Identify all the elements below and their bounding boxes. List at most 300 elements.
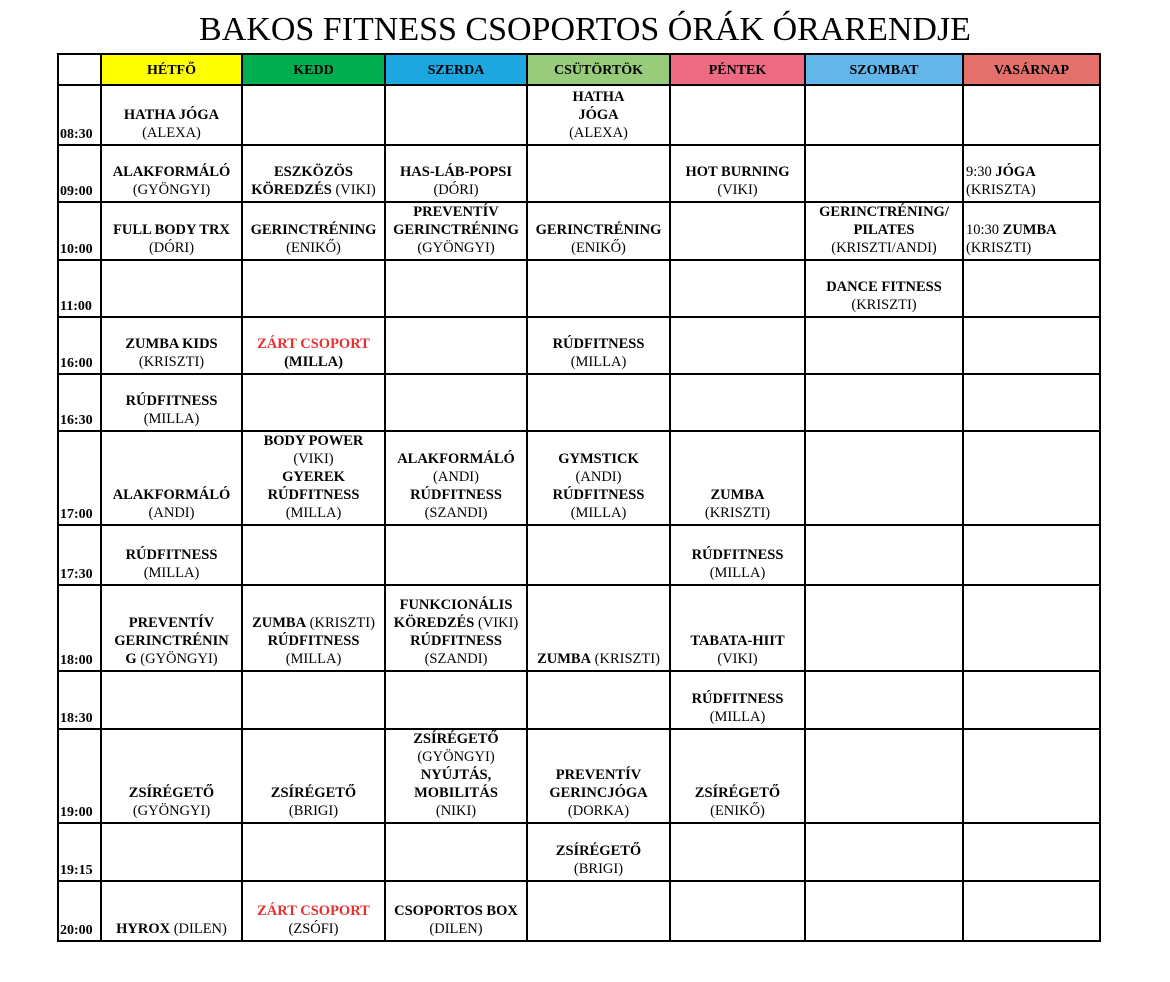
class-time-prefix: 9:30	[966, 164, 996, 180]
class-cell	[242, 85, 385, 145]
class-line	[243, 784, 384, 802]
class-text: (BRIGI)	[573, 861, 624, 877]
time-cell: 17:30	[58, 525, 101, 585]
class-cell	[963, 823, 1100, 881]
class-cell	[670, 585, 805, 671]
class-line	[102, 486, 241, 504]
class-text: GERINCTRÉNIN	[114, 633, 229, 649]
day-header-0: HÉTFŐ	[101, 54, 242, 85]
class-line	[102, 410, 241, 428]
class-text: (MILLA)	[570, 505, 627, 521]
class-cell	[101, 729, 242, 823]
class-text: RÚDFITNESS	[691, 547, 784, 563]
class-text: HATHA JÓGA	[123, 107, 220, 123]
class-cell	[242, 317, 385, 374]
day-header-4: PÉNTEK	[670, 54, 805, 85]
class-cell	[242, 431, 385, 525]
class-cell	[385, 202, 527, 260]
class-cell	[101, 881, 242, 941]
class-line	[102, 802, 241, 820]
class-text: RÚDFITNESS	[267, 633, 360, 649]
class-text: (ALEXA)	[142, 125, 201, 141]
time-cell: 09:00	[58, 145, 101, 202]
class-cell	[527, 317, 670, 374]
class-text: MOBILITÁS	[414, 785, 498, 801]
class-text: HAS-LÁB-POPSI	[400, 164, 512, 180]
class-cell	[527, 202, 670, 260]
class-line	[671, 181, 804, 199]
class-line	[806, 221, 962, 239]
class-line	[671, 163, 804, 181]
class-text: (ANDI)	[148, 505, 195, 521]
class-line	[671, 784, 804, 802]
class-text: KÖREDZÉS	[393, 615, 475, 631]
class-text: (MILLA)	[570, 354, 627, 370]
day-header-5: SZOMBAT	[805, 54, 963, 85]
class-text: PILATES	[853, 222, 915, 238]
class-line	[386, 730, 526, 748]
class-cell	[101, 671, 242, 729]
class-line	[102, 392, 241, 410]
class-cell	[242, 145, 385, 202]
class-line	[386, 920, 526, 938]
class-cell	[527, 525, 670, 585]
class-cell	[963, 431, 1100, 525]
class-line	[528, 766, 669, 784]
class-text: PREVENTÍV	[413, 204, 499, 220]
class-line	[102, 335, 241, 353]
class-time-prefix: 10:30	[966, 222, 1003, 238]
timetable-row	[58, 823, 1100, 881]
class-cell	[242, 374, 385, 431]
header-row	[58, 54, 1100, 85]
class-cell	[805, 671, 963, 729]
class-line	[528, 450, 669, 468]
class-cell	[805, 317, 963, 374]
class-text: KÖREDZÉS	[251, 182, 332, 198]
class-line	[671, 486, 804, 504]
time-cell: 08:30	[58, 85, 101, 145]
class-cell	[963, 881, 1100, 941]
class-line	[386, 163, 526, 181]
class-line	[528, 239, 669, 257]
class-cell	[385, 374, 527, 431]
class-text: (MILLA)	[709, 709, 766, 725]
class-cell	[670, 85, 805, 145]
class-line	[243, 650, 384, 668]
class-cell	[101, 374, 242, 431]
class-line	[102, 650, 241, 668]
class-text: (KRISZTI)	[851, 297, 917, 313]
class-text: ALAKFORMÁLÓ	[112, 487, 231, 503]
class-text: PREVENTÍV	[555, 767, 642, 783]
class-cell	[527, 881, 670, 941]
class-text: (ALEXA)	[569, 125, 628, 141]
class-line	[528, 504, 669, 522]
class-line	[528, 650, 669, 668]
class-text: (DILEN)	[429, 921, 483, 937]
class-text: RÚDFITNESS	[552, 487, 645, 503]
class-text: (KRISZTI)	[704, 505, 771, 521]
class-text: (DÓRI)	[433, 182, 479, 198]
class-text: (BRIGI)	[288, 803, 339, 819]
class-text: GERINCTRÉNING	[393, 222, 519, 238]
class-cell	[385, 823, 527, 881]
class-cell	[101, 317, 242, 374]
class-line	[102, 353, 241, 371]
class-line	[102, 239, 241, 257]
class-line	[386, 181, 526, 199]
class-line	[243, 920, 384, 938]
class-cell	[670, 317, 805, 374]
class-text: BODY POWER	[263, 433, 364, 449]
class-line	[528, 124, 669, 142]
class-text: (SZANDI)	[424, 651, 488, 667]
class-text: ZSÍRÉGETŐ	[128, 785, 215, 801]
class-cell	[101, 823, 242, 881]
class-line	[528, 860, 669, 878]
class-cell	[805, 202, 963, 260]
time-cell: 11:00	[58, 260, 101, 317]
class-cell	[670, 260, 805, 317]
class-cell	[963, 202, 1100, 260]
corner-cell	[58, 54, 101, 85]
class-line	[102, 504, 241, 522]
class-cell	[385, 260, 527, 317]
class-text: FULL BODY TRX	[113, 222, 230, 238]
class-text: (SZANDI)	[424, 505, 488, 521]
class-line	[102, 221, 241, 239]
class-cell	[805, 525, 963, 585]
class-cell	[963, 374, 1100, 431]
class-cell	[385, 85, 527, 145]
class-text: (DORKA)	[567, 803, 630, 819]
closed-group-label: ZÁRT CSOPORT	[257, 336, 370, 352]
class-cell	[101, 202, 242, 260]
class-cell	[242, 671, 385, 729]
class-line	[243, 450, 384, 468]
class-cell	[385, 729, 527, 823]
class-line	[386, 614, 526, 632]
class-line	[966, 181, 1099, 199]
class-cell	[670, 729, 805, 823]
class-text: PREVENTÍV	[128, 615, 215, 631]
class-line	[243, 504, 384, 522]
class-cell	[963, 85, 1100, 145]
class-cell	[670, 374, 805, 431]
class-text: NYÚJTÁS,	[420, 767, 492, 783]
class-line	[671, 546, 804, 564]
class-text: RÚDFITNESS	[410, 487, 502, 503]
class-cell	[527, 85, 670, 145]
class-line	[386, 504, 526, 522]
class-cell	[963, 729, 1100, 823]
class-text: GERINCTRÉNING	[535, 222, 662, 238]
class-line	[243, 163, 384, 181]
class-text: TABATA-HIIT	[690, 633, 785, 649]
class-cell	[805, 374, 963, 431]
class-line	[243, 486, 384, 504]
class-line	[386, 802, 526, 820]
time-cell: 18:30	[58, 671, 101, 729]
class-cell	[805, 260, 963, 317]
class-cell	[101, 585, 242, 671]
class-cell	[527, 729, 670, 823]
day-header-1: KEDD	[242, 54, 385, 85]
class-line	[102, 181, 241, 199]
class-cell	[963, 671, 1100, 729]
class-text: ESZKÖZÖS	[274, 164, 353, 180]
class-text: (MILLA)	[284, 354, 343, 370]
class-text: GYEREK	[282, 469, 345, 485]
class-line	[966, 163, 1099, 181]
class-line	[386, 203, 526, 221]
class-line	[243, 221, 384, 239]
class-text: (MILLA)	[143, 565, 200, 581]
class-text: ZSÍRÉGETŐ	[270, 785, 357, 801]
class-cell	[670, 145, 805, 202]
class-line	[528, 353, 669, 371]
class-text: ZUMBA	[537, 651, 592, 667]
timetable-row	[58, 202, 1100, 260]
class-text: CSOPORTOS BOX	[394, 903, 518, 919]
class-cell	[527, 431, 670, 525]
class-cell	[101, 260, 242, 317]
class-cell	[101, 85, 242, 145]
class-cell	[805, 145, 963, 202]
class-text: (MILLA)	[285, 651, 342, 667]
class-line	[806, 239, 962, 257]
class-line	[386, 596, 526, 614]
class-text: (ANDI)	[575, 469, 622, 485]
class-cell	[385, 317, 527, 374]
class-line	[528, 106, 669, 124]
class-text: ZUMBA KIDS	[125, 336, 218, 352]
time-cell: 10:00	[58, 202, 101, 260]
timetable-row	[58, 317, 1100, 374]
class-text: (DÓRI)	[148, 240, 195, 256]
class-text: (NIKI)	[435, 803, 477, 819]
class-text: (MILLA)	[143, 411, 200, 427]
class-cell	[527, 145, 670, 202]
class-cell	[670, 671, 805, 729]
class-line	[243, 802, 384, 820]
class-line	[671, 690, 804, 708]
timetable-row	[58, 85, 1100, 145]
time-cell: 19:00	[58, 729, 101, 823]
class-text: (ANDI)	[433, 469, 479, 485]
day-header-6: VASÁRNAP	[963, 54, 1100, 85]
class-line	[386, 766, 526, 784]
class-line	[528, 88, 669, 106]
class-line	[102, 106, 241, 124]
class-line	[102, 632, 241, 650]
class-cell	[527, 671, 670, 729]
class-line	[528, 486, 669, 504]
timetable	[57, 53, 1101, 942]
time-cell: 16:30	[58, 374, 101, 431]
class-text: RÚDFITNESS	[410, 633, 502, 649]
class-line	[386, 450, 526, 468]
instructor-name: (VIKI)	[477, 615, 519, 631]
class-text: ZUMBA	[710, 487, 765, 503]
class-cell	[101, 145, 242, 202]
class-cell	[101, 525, 242, 585]
class-cell	[963, 145, 1100, 202]
class-line	[806, 203, 962, 221]
class-line	[102, 784, 241, 802]
class-cell	[963, 585, 1100, 671]
class-text: (ENIKŐ)	[286, 240, 341, 256]
class-cell	[527, 260, 670, 317]
class-cell	[101, 431, 242, 525]
class-line	[386, 239, 526, 257]
class-text: ZUMBA	[252, 615, 307, 631]
class-text: RÚDFITNESS	[552, 336, 645, 352]
class-text: RÚDFITNESS	[267, 487, 360, 503]
class-text: ZSÍRÉGETŐ	[555, 843, 642, 859]
class-line	[806, 296, 962, 314]
class-text: ZSÍRÉGETŐ	[413, 731, 499, 747]
class-line	[102, 163, 241, 181]
class-text: RÚDFITNESS	[125, 547, 218, 563]
class-line	[966, 221, 1099, 239]
class-text: (ZSÓFI)	[288, 921, 339, 937]
class-cell	[963, 260, 1100, 317]
class-cell	[527, 374, 670, 431]
class-line	[243, 468, 384, 486]
instructor-name: (DILEN)	[173, 921, 227, 937]
class-line	[386, 632, 526, 650]
class-line	[386, 748, 526, 766]
timetable-row	[58, 525, 1100, 585]
class-line	[528, 784, 669, 802]
class-text: DANCE FITNESS	[826, 279, 942, 295]
class-line	[671, 504, 804, 522]
timetable-body	[58, 85, 1100, 941]
timetable-row	[58, 145, 1100, 202]
class-text: GERINCTRÉNING/	[819, 204, 949, 220]
class-cell	[242, 260, 385, 317]
class-line	[671, 708, 804, 726]
time-cell: 20:00	[58, 881, 101, 941]
class-cell	[963, 525, 1100, 585]
class-text: FUNKCIONÁLIS	[399, 597, 513, 613]
class-cell	[805, 585, 963, 671]
class-line	[243, 239, 384, 257]
class-cell	[805, 823, 963, 881]
class-line	[671, 802, 804, 820]
class-cell	[670, 202, 805, 260]
class-line	[386, 784, 526, 802]
class-line	[102, 124, 241, 142]
class-text: (KRISZTI/ANDI)	[831, 240, 937, 256]
class-line	[671, 650, 804, 668]
instructor-name: (VIKI)	[335, 182, 376, 198]
timetable-row	[58, 431, 1100, 525]
class-cell	[242, 525, 385, 585]
class-cell	[385, 145, 527, 202]
class-line	[528, 335, 669, 353]
timetable-row	[58, 585, 1100, 671]
class-text: JÓGA	[995, 164, 1036, 180]
class-text: GERINCTRÉNING	[250, 222, 377, 238]
class-text: RÚDFITNESS	[125, 393, 218, 409]
class-text: (VIKI)	[293, 451, 334, 467]
time-cell: 16:00	[58, 317, 101, 374]
class-text: ALAKFORMÁLÓ	[397, 451, 515, 467]
class-text: ZUMBA	[1002, 222, 1057, 238]
time-cell: 19:15	[58, 823, 101, 881]
class-text: (GYÖNGYI)	[132, 803, 211, 819]
class-cell	[385, 585, 527, 671]
class-cell	[963, 317, 1100, 374]
class-text: JÓGA	[578, 107, 619, 123]
class-text: ZSÍRÉGETŐ	[694, 785, 781, 801]
class-text: (KRISZTA)	[966, 182, 1036, 198]
class-text: (ENIKŐ)	[710, 803, 765, 819]
class-text: RÚDFITNESS	[691, 691, 784, 707]
class-cell	[242, 823, 385, 881]
class-text: (KRISZTI)	[966, 240, 1032, 256]
timetable-row	[58, 260, 1100, 317]
class-line	[243, 335, 384, 353]
class-line	[528, 802, 669, 820]
class-line	[102, 614, 241, 632]
class-line	[102, 920, 241, 938]
class-text: ALAKFORMÁLÓ	[112, 164, 231, 180]
class-line	[243, 353, 384, 371]
class-cell	[670, 431, 805, 525]
instructor-name: (KRISZTI)	[594, 651, 660, 667]
class-text: GYMSTICK	[558, 451, 639, 467]
class-line	[671, 632, 804, 650]
class-line	[528, 842, 669, 860]
class-cell	[385, 525, 527, 585]
class-text: (KRISZTI)	[138, 354, 205, 370]
timetable-row	[58, 374, 1100, 431]
class-cell	[527, 585, 670, 671]
class-text: (VIKI)	[717, 651, 758, 667]
class-line	[243, 614, 384, 632]
class-line	[528, 468, 669, 486]
class-text: (GYÖNGYI)	[132, 182, 211, 198]
instructor-name: (GYÖNGYI)	[140, 651, 218, 667]
class-cell	[242, 881, 385, 941]
class-cell	[242, 202, 385, 260]
class-line	[386, 221, 526, 239]
day-header-2: SZERDA	[385, 54, 527, 85]
class-cell	[385, 431, 527, 525]
class-text: HOT BURNING	[685, 164, 790, 180]
class-text: G	[125, 651, 137, 667]
class-line	[386, 486, 526, 504]
class-line	[243, 632, 384, 650]
instructor-name: (KRISZTI)	[309, 615, 375, 631]
class-line	[102, 546, 241, 564]
class-cell	[805, 85, 963, 145]
class-line	[102, 564, 241, 582]
class-cell	[805, 729, 963, 823]
class-line	[528, 221, 669, 239]
class-line	[386, 468, 526, 486]
class-text: GERINCJÓGA	[549, 785, 648, 801]
class-text: HATHA	[572, 89, 625, 105]
class-line	[966, 239, 1099, 257]
class-line	[806, 278, 962, 296]
class-line	[243, 902, 384, 920]
class-text: (GYÖNGYI)	[417, 240, 495, 256]
